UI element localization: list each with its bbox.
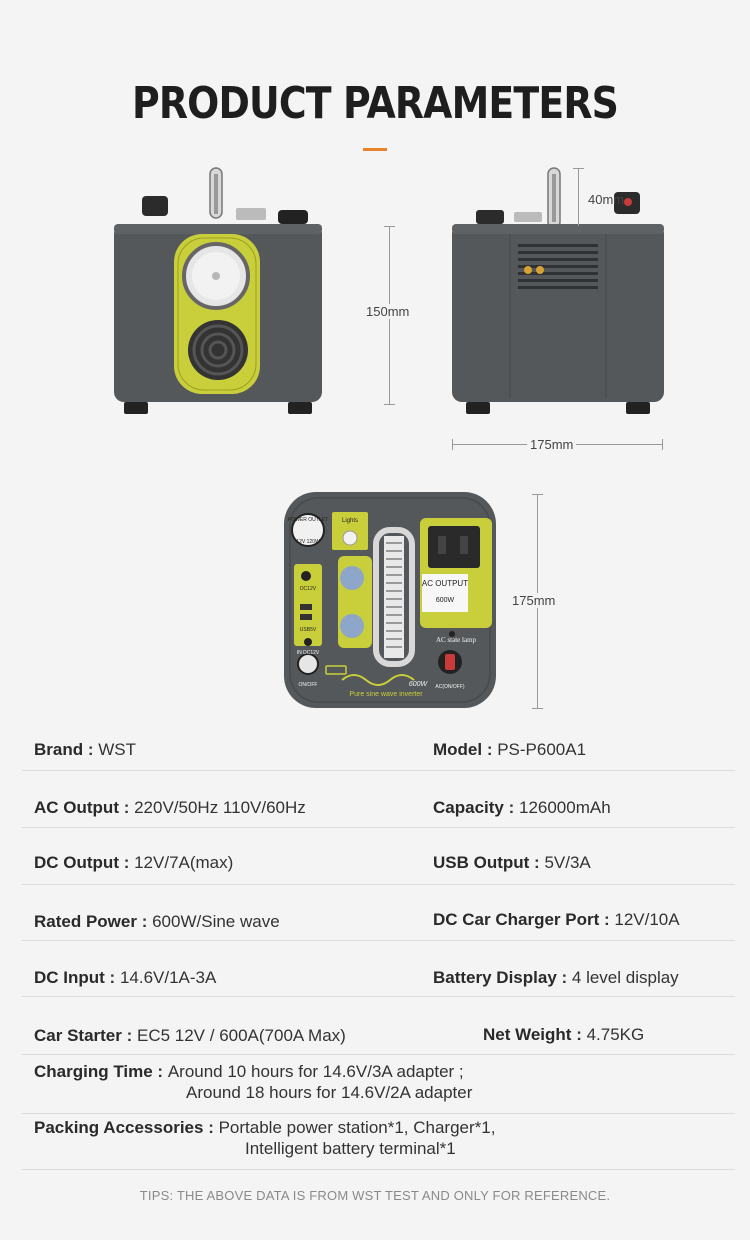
- side-view-image: [448, 166, 668, 416]
- usb-output-param: USB Output : 5V/3A: [433, 853, 591, 872]
- ac-rating-label: 600W: [435, 597, 455, 604]
- footer-tips: TIPS: THE ABOVE DATA IS FROM WST TEST AND ONLY FOR REFERENCE.: [139, 1188, 611, 1203]
- dc-in-label: IN DC12V: [296, 650, 320, 656]
- depth-dimension-tick-bottom: [532, 708, 543, 709]
- ac-output-param: AC Output : 220V/50Hz 110V/60Hz: [34, 798, 306, 817]
- top-view-image: [282, 490, 498, 712]
- dc-input-param: DC Input : 14.6V/1A-3A: [34, 968, 217, 987]
- inverter-label: Pure sine wave inverter: [349, 691, 423, 698]
- handle-dimension-label: 40mm: [588, 192, 625, 207]
- battery-display-param: Battery Display : 4 level display: [433, 968, 679, 987]
- dc-car-charger-param: DC Car Charger Port : 12V/10A: [433, 910, 680, 929]
- rated-power-param: Rated Power : 600W/Sine wave: [34, 912, 280, 931]
- height-dimension-tick-bottom: [384, 404, 395, 405]
- depth-dimension-tick-top: [532, 494, 543, 495]
- packing-accessories-line2: Intelligent battery terminal*1: [245, 1139, 456, 1158]
- charging-time-param: Charging Time : Around 10 hours for 14.6V/3A adapter ;: [34, 1062, 464, 1081]
- page-title: PRODUCT PARAMETERS: [132, 78, 618, 129]
- brand-param: Brand : WST: [34, 740, 137, 759]
- ac-switch-label: AC(ON/OFF): [435, 684, 465, 690]
- dc-output-param: DC Output : 12V/7A(max): [34, 853, 234, 872]
- depth-dimension-label: 175mm: [512, 593, 556, 608]
- width-dimension-label: 175mm: [527, 437, 576, 452]
- outlet-rating-label: 12V 120W: [296, 539, 320, 545]
- net-weight-param: Net Weight : 4.75KG: [483, 1025, 645, 1044]
- width-dimension-tick-right: [662, 439, 663, 450]
- usb5v-label: USB5V: [299, 627, 317, 633]
- lights-label: Lights: [341, 518, 359, 524]
- dc12v-label: DC12V: [299, 586, 317, 592]
- width-dimension-tick-left: [452, 439, 453, 450]
- handle-dimension-line: [578, 168, 579, 226]
- wave-rating-label: 600W: [408, 681, 428, 688]
- packing-accessories-param: Packing Accessories : Portable power station*1, Charger*1,: [34, 1118, 496, 1137]
- capacity-param: Capacity : 126000mAh: [433, 798, 611, 817]
- height-dimension-tick-top: [384, 226, 395, 227]
- model-param: Model : PS-P600A1: [433, 740, 587, 759]
- ac-lamp-label: AC state lamp: [435, 636, 477, 644]
- title-underline: [363, 148, 387, 151]
- on-off-label: ON/OFF: [298, 682, 318, 688]
- ac-output-label: AC OUTPUT: [421, 579, 469, 588]
- height-dimension-label: 150mm: [366, 304, 410, 319]
- handle-dimension-tick-top: [573, 168, 584, 169]
- outlet-label: POWER OUTLET: [287, 517, 329, 523]
- front-view-image: [108, 166, 328, 416]
- car-starter-param: Car Starter : EC5 12V / 600A(700A Max): [34, 1026, 346, 1045]
- charging-time-line2: Around 18 hours for 14.6V/2A adapter: [186, 1083, 473, 1102]
